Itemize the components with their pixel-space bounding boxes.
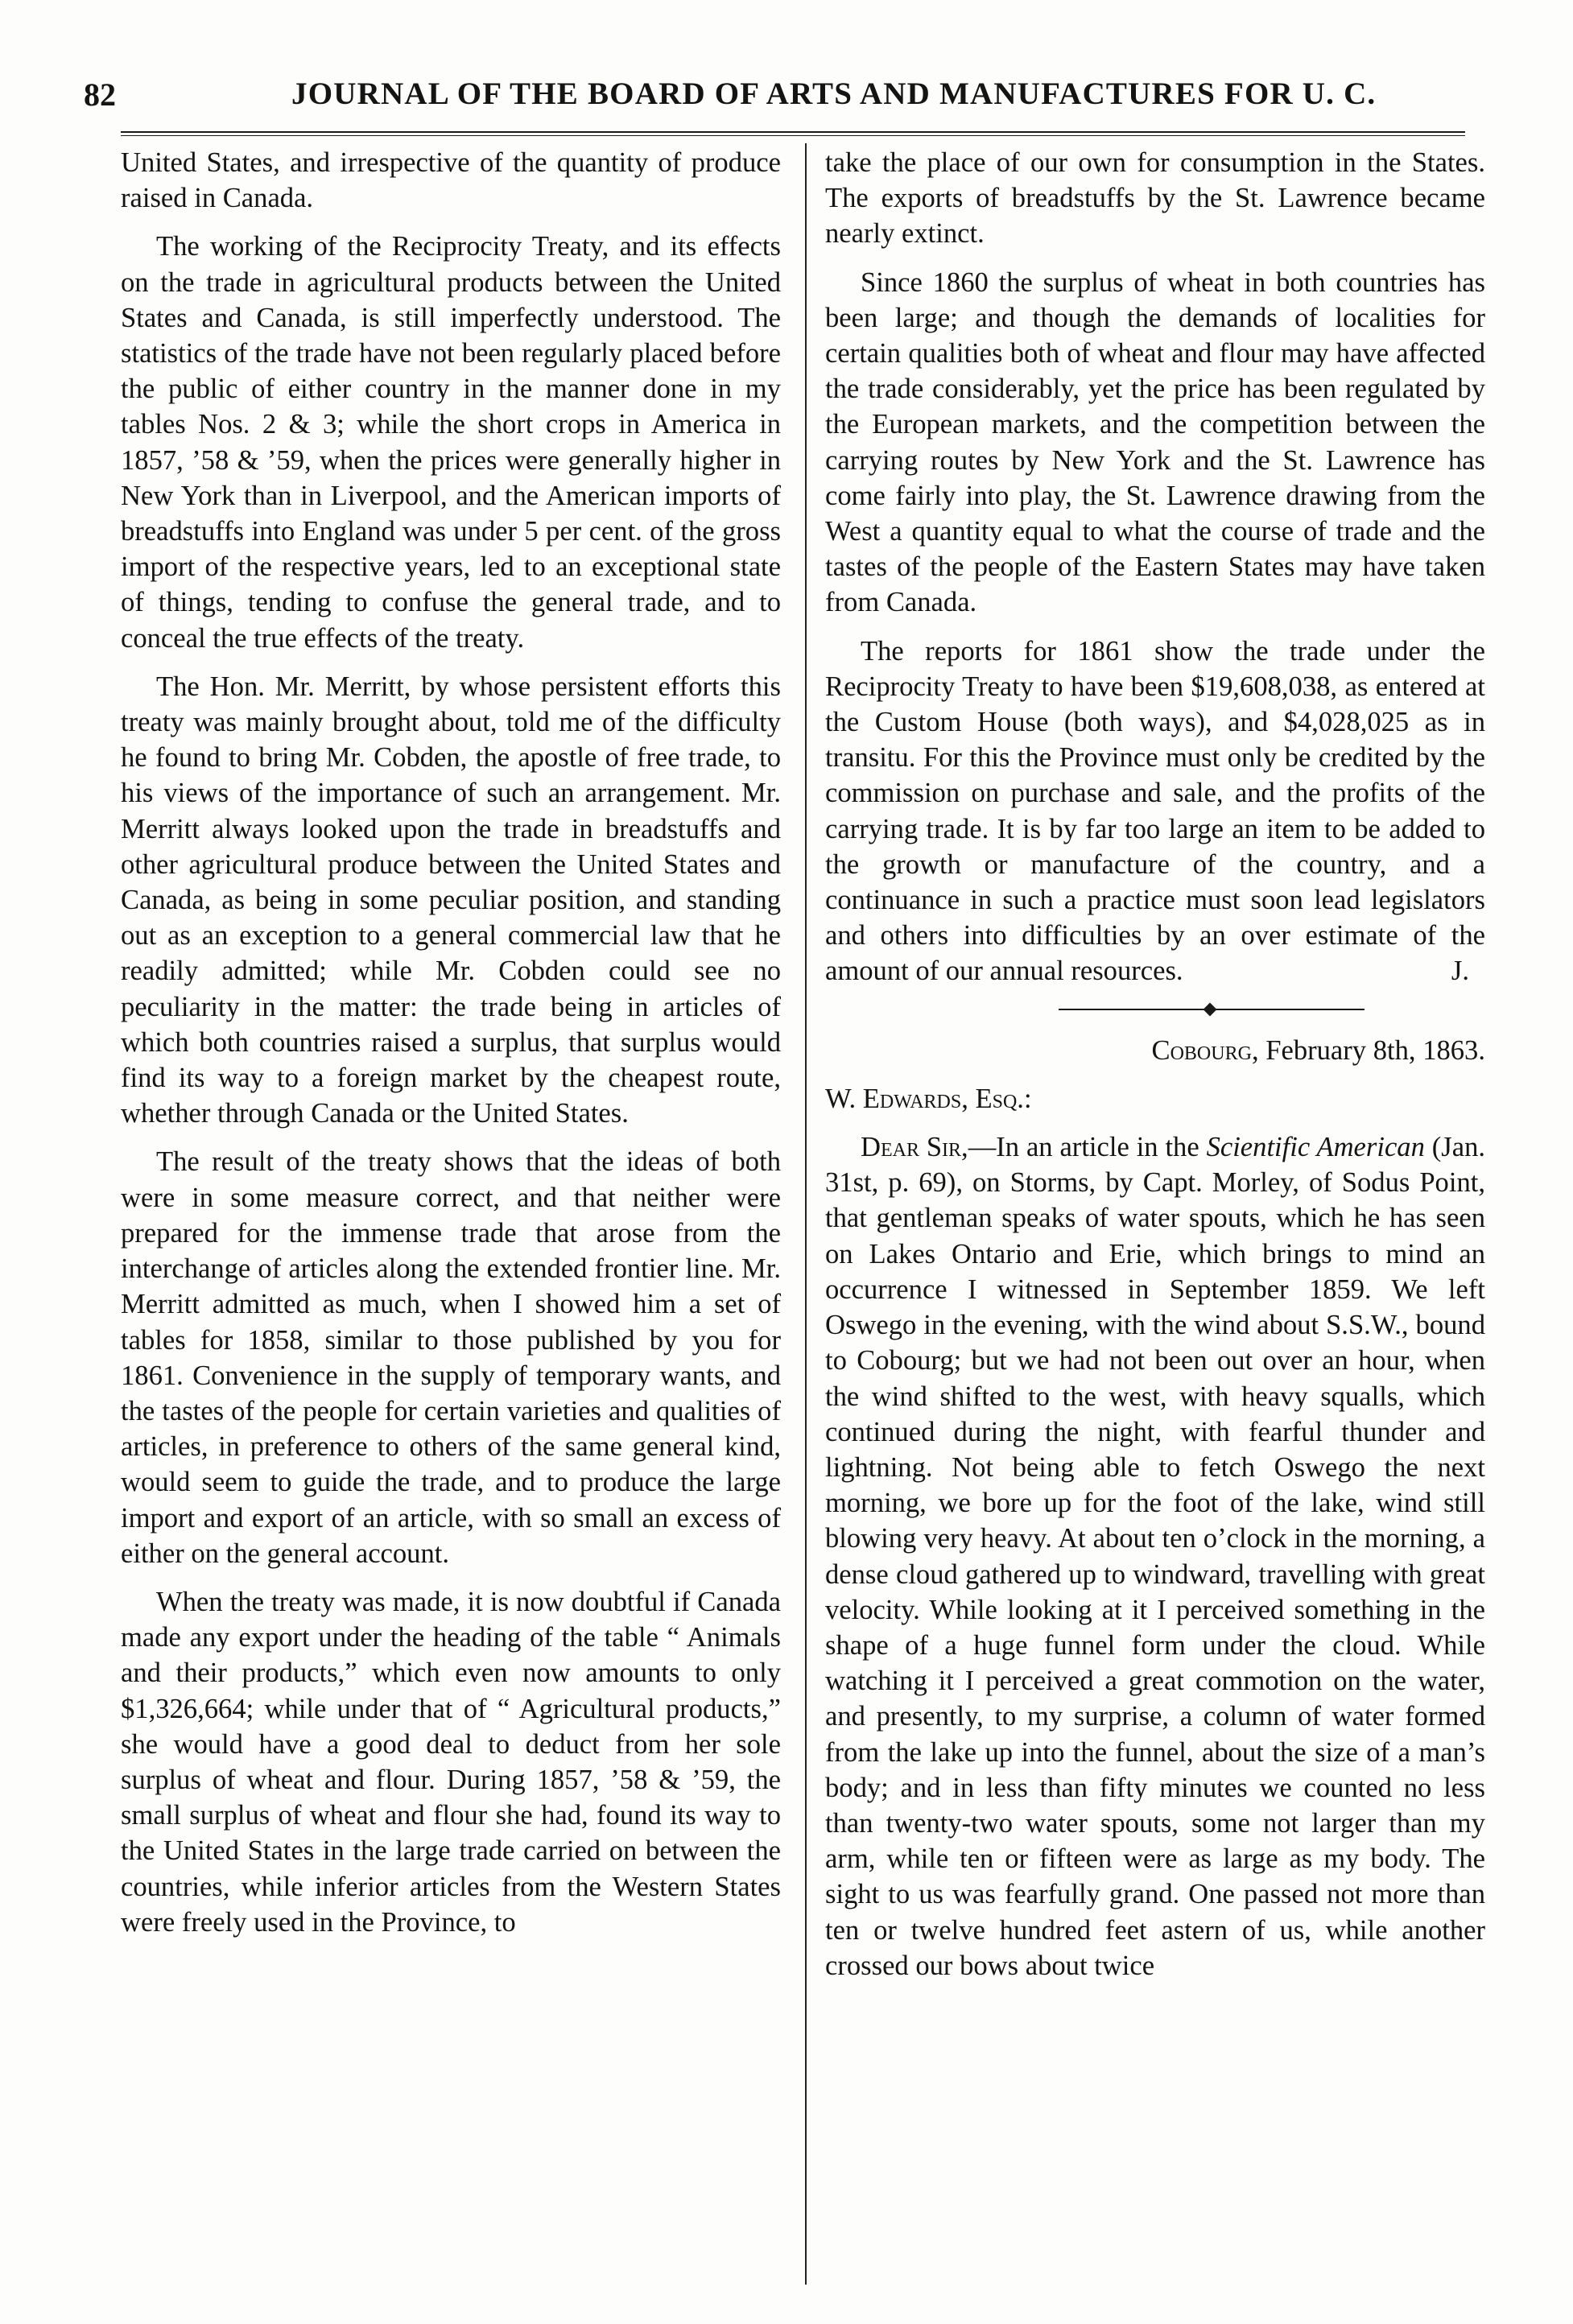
running-head <box>81 76 1465 124</box>
left-column <box>121 145 781 1953</box>
letter-body-intro: —In an article in the <box>968 1132 1207 1163</box>
article-signature: J. <box>1451 956 1469 987</box>
letter-place: Cobourg, <box>1151 1034 1259 1066</box>
right-paragraph-3-text: The reports for 1861 show the trade under the Reciprocity Treaty to have been $19,608,038, as entered at the Custom House (both ways), and $4,028,025 as in transitu. For this the Province must only be credited by the commission on purchase and sale, and the profits of the carrying trade. It is by far too large an item to be added to the growth or manufacture of the country, and a continuance in such a practice must soon lead legislators and others into difficulties by an over estimate of the amount of our annual resources. <box>825 635 1485 987</box>
letter-date: February 8th, 1863. <box>1265 1034 1485 1066</box>
left-paragraph-5: When the treaty was made, it is now doubtful if Canada made any export under the heading of the table “ Animals and their products,” which even now amounts to only $1,326,664; while under that of “ Agricultural products,” she would have a good deal to deduct from her sole surplus of wheat and flour. During 1857, ’58 & ’59, the small surplus of wheat and flour she had, found its way to the United States in the large trade carried on between the countries, while inferior articles from the Western States were freely used in the Province, to <box>121 1586 781 1938</box>
letter-addressee-name: W. Edwards, Esq.: <box>825 1083 1032 1114</box>
left-paragraph-4: The result of the treaty shows that the ideas of both were in some measure correct, and that neither were prepared for the immense trade that arose from the interchange of articles along the extended frontier line. Mr. Merritt admitted as much, when I showed him a set of tables for 1858, similar to those published by you for 1861. Convenience in the supply of temporary wants, and the tastes of the people for certain varieties and qualities of articles, in preference to others of the same general kind, would seem to guide the trade, and to produce the large import and export of an article, with so small an excess of either on the general account. <box>121 1146 781 1569</box>
left-paragraph-3: The Hon. Mr. Merritt, by whose persistent efforts this treaty was mainly brought about, told me of the difficulty he found to bring Mr. Cobden, the apostle of free trade, to his views of the importance of such an arrangement. Mr. Merritt always looked upon the trade in breadstuffs and other agricultural produce between the United States and Canada, as being in some peculiar position, and standing out as an exception to a general commercial law that he readily admitted; while Mr. Cobden could see no peculiarity in the matter: the trade being in articles of which both countries raised a surplus, that surplus would find its way to a foreign market by the cheapest route, whether through Canada or the United States. <box>121 671 781 1129</box>
right-paragraph-1: take the place of our own for consumption in the States. The exports of breadstuffs by the St. Lawrence became nearly extinct. <box>825 147 1485 250</box>
letter-salutation: Dear Sir, <box>861 1132 968 1163</box>
page-number: 82 <box>84 76 116 113</box>
right-column <box>825 145 1485 1996</box>
right-paragraph-2: Since 1860 the surplus of wheat in both countries has been large; and though the demands of localities for certain qualities both of wheat and flour may have affected the trade considerably, yet the price has been regulated by the European markets, and the competition between the carrying routes by New York and the St. Lawrence has come fairly into play, the St. Lawrence drawing from the West a quantity equal to what the course of trade and the tastes of the people of the Eastern States may have taken from Canada. <box>825 266 1485 618</box>
journal-title: JOURNAL OF THE BOARD OF ARTS AND MANUFACTURES FOR U. C. <box>291 76 1377 111</box>
letter-dateline <box>825 1033 1485 1068</box>
section-divider-ornament <box>1059 1007 1365 1012</box>
left-paragraph-1: United States, and irrespective of the quantity of produce raised in Canada. <box>121 147 781 214</box>
letter-addressee <box>825 1081 1485 1117</box>
letter-body <box>825 1129 1485 1983</box>
header-rule <box>121 131 1465 136</box>
right-paragraph-3 <box>825 634 1485 989</box>
column-divider <box>805 143 807 2285</box>
left-paragraph-2: The working of the Reciprocity Treaty, and its effects on the trade in agricultural products between the United States and Canada, is still imperfectly understood. The statistics of the trade have not been regularly placed before the public of either country in the manner done in my tables Nos. 2 & 3; while the short crops in America in 1857, ’58 & ’59, when the prices were generally higher in New York than in Liverpool, and the American imports of breadstuffs into England was under 5 per cent. of the gross import of the respective years, led to an exceptional state of things, tending to confuse the general trade, and to conceal the true effects of the treaty. <box>121 231 781 654</box>
letter-body-rest: (Jan. 31st, p. 69), on Storms, by Capt. Morley, of Sodus Point, that gentleman speaks of water spouts, which he has seen on Lakes Ontario and Erie, which brings to mind an occurrence I witnessed in September 1859. We left Oswego in the evening, with the wind about S.S.W., bound to Cobourg; but we had not been out over an hour, when the wind shifted to the west, with heavy squalls, which continued during the night, with fearful thunder and lightning. Not being able to fetch Oswego the next morning, we bore up for the foot of the lake, wind still blowing very heavy. At about ten o’clock in the morning, a dense cloud gathered up to windward, travelling with great velocity. While looking at it I perceived something in the shape of a huge funnel form under the cloud. While watching it I perceived a great commotion on the water, and presently, to my surprise, a column of water formed from the lake up into the funnel, about the size of a man’s body; and in less than fifty minutes we counted no less than twenty-two water spouts, some not larger than my arm, while ten or fifteen were as large as my body. The sight to us was fearfully grand. One passed not more than ten or twelve hundred feet astern of us, while another crossed our bows about twice <box>825 1132 1486 1981</box>
letter-publication: Scientific American <box>1206 1132 1425 1163</box>
